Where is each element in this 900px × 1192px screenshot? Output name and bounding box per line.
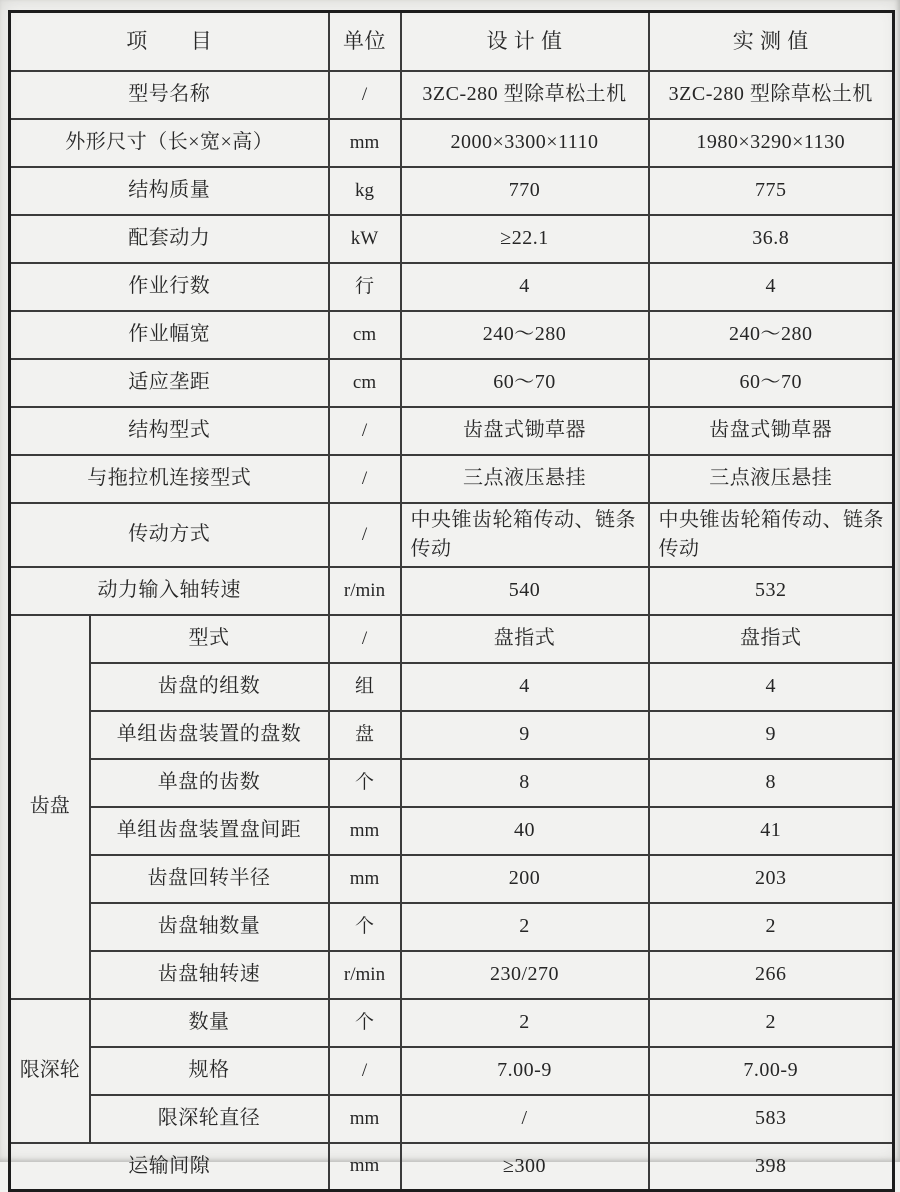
table-row [10, 711, 894, 759]
table-row [10, 903, 894, 951]
measured-value-cell: 盘指式 [649, 615, 894, 663]
group-label-cell: 齿盘 [10, 615, 90, 999]
item-cell: 齿盘轴转速 [90, 951, 329, 999]
design-value-cell: ≥300 [401, 1143, 649, 1191]
table-row [10, 407, 894, 455]
measured-value-cell: 三点液压悬挂 [649, 455, 894, 503]
unit-cell: 个 [329, 903, 401, 951]
unit-cell: mm [329, 855, 401, 903]
design-value-cell: 齿盘式锄草器 [401, 407, 649, 455]
table-row [10, 455, 894, 503]
design-value-cell: 2 [401, 903, 649, 951]
table-row [10, 1143, 894, 1191]
measured-value-cell: 398 [649, 1143, 894, 1191]
unit-cell: 个 [329, 759, 401, 807]
table-row [10, 215, 894, 263]
table-row [10, 167, 894, 215]
unit-cell: r/min [329, 567, 401, 615]
design-value-cell: 200 [401, 855, 649, 903]
design-value-cell: 7.00-9 [401, 1047, 649, 1095]
item-cell: 与拖拉机连接型式 [10, 455, 329, 503]
unit-cell: / [329, 1047, 401, 1095]
unit-cell: 盘 [329, 711, 401, 759]
item-cell: 齿盘的组数 [90, 663, 329, 711]
table-row [10, 807, 894, 855]
item-cell: 动力输入轴转速 [10, 567, 329, 615]
table-row [10, 567, 894, 615]
header-item: 项 目 [10, 12, 329, 71]
measured-value-cell: 775 [649, 167, 894, 215]
design-value-cell: 9 [401, 711, 649, 759]
item-cell: 配套动力 [10, 215, 329, 263]
measured-value-cell: 4 [649, 263, 894, 311]
measured-value-cell: 8 [649, 759, 894, 807]
item-cell: 运输间隙 [10, 1143, 329, 1191]
spec-table [8, 10, 895, 1192]
design-value-cell: 60～70 [401, 359, 649, 407]
unit-cell: 组 [329, 663, 401, 711]
design-value-cell: 盘指式 [401, 615, 649, 663]
unit-cell: / [329, 407, 401, 455]
unit-cell: mm [329, 119, 401, 167]
table-row [10, 615, 894, 663]
header-measured-value: 实 测 值 [649, 12, 894, 71]
measured-value-cell: 4 [649, 663, 894, 711]
item-cell: 结构质量 [10, 167, 329, 215]
item-cell: 外形尺寸（长×宽×高） [10, 119, 329, 167]
measured-value-cell: 36.8 [649, 215, 894, 263]
design-value-cell: 中央锥齿轮箱传动、链条传动 [401, 503, 649, 567]
unit-cell: / [329, 615, 401, 663]
measured-value-cell: 3ZC-280 型除草松土机 [649, 71, 894, 119]
item-cell: 齿盘轴数量 [90, 903, 329, 951]
table-row [10, 1047, 894, 1095]
unit-cell: kg [329, 167, 401, 215]
item-cell: 适应垄距 [10, 359, 329, 407]
design-value-cell: 240～280 [401, 311, 649, 359]
item-cell: 单组齿盘装置的盘数 [90, 711, 329, 759]
table-row [10, 1095, 894, 1143]
design-value-cell: 4 [401, 663, 649, 711]
measured-value-cell: 2 [649, 903, 894, 951]
item-cell: 传动方式 [10, 503, 329, 567]
group-label-cell: 限深轮 [10, 999, 90, 1143]
item-cell: 单盘的齿数 [90, 759, 329, 807]
design-value-cell: 770 [401, 167, 649, 215]
design-value-cell: 2000×3300×1110 [401, 119, 649, 167]
unit-cell: mm [329, 1143, 401, 1191]
unit-cell: / [329, 503, 401, 567]
measured-value-cell: 203 [649, 855, 894, 903]
measured-value-cell: 240～280 [649, 311, 894, 359]
header-unit: 单位 [329, 12, 401, 71]
table-row [10, 663, 894, 711]
unit-cell: kW [329, 215, 401, 263]
design-value-cell: ≥22.1 [401, 215, 649, 263]
measured-value-cell: 中央锥齿轮箱传动、链条传动 [649, 503, 894, 567]
table-row [10, 119, 894, 167]
unit-cell: 个 [329, 999, 401, 1047]
design-value-cell: / [401, 1095, 649, 1143]
table-row [10, 71, 894, 119]
measured-value-cell: 2 [649, 999, 894, 1047]
measured-value-cell: 583 [649, 1095, 894, 1143]
measured-value-cell: 齿盘式锄草器 [649, 407, 894, 455]
design-value-cell: 540 [401, 567, 649, 615]
unit-cell: cm [329, 359, 401, 407]
table-row [10, 311, 894, 359]
unit-cell: 行 [329, 263, 401, 311]
measured-value-cell: 9 [649, 711, 894, 759]
table-row [10, 855, 894, 903]
unit-cell: r/min [329, 951, 401, 999]
item-cell: 型号名称 [10, 71, 329, 119]
item-cell: 数量 [90, 999, 329, 1047]
measured-value-cell: 41 [649, 807, 894, 855]
unit-cell: cm [329, 311, 401, 359]
design-value-cell: 4 [401, 263, 649, 311]
item-cell: 结构型式 [10, 407, 329, 455]
item-cell: 单组齿盘装置盘间距 [90, 807, 329, 855]
measured-value-cell: 60～70 [649, 359, 894, 407]
item-cell: 作业行数 [10, 263, 329, 311]
item-cell: 限深轮直径 [90, 1095, 329, 1143]
spec-table-body [10, 71, 894, 1191]
measured-value-cell: 1980×3290×1130 [649, 119, 894, 167]
measured-value-cell: 532 [649, 567, 894, 615]
table-row [10, 999, 894, 1047]
table-row [10, 759, 894, 807]
design-value-cell: 230/270 [401, 951, 649, 999]
table-row [10, 951, 894, 999]
item-cell: 规格 [90, 1047, 329, 1095]
table-row [10, 359, 894, 407]
design-value-cell: 三点液压悬挂 [401, 455, 649, 503]
design-value-cell: 2 [401, 999, 649, 1047]
header-row [10, 12, 894, 71]
item-cell: 齿盘回转半径 [90, 855, 329, 903]
measured-value-cell: 266 [649, 951, 894, 999]
unit-cell: mm [329, 1095, 401, 1143]
design-value-cell: 3ZC-280 型除草松土机 [401, 71, 649, 119]
table-row [10, 503, 894, 567]
unit-cell: / [329, 455, 401, 503]
item-cell: 型式 [90, 615, 329, 663]
measured-value-cell: 7.00-9 [649, 1047, 894, 1095]
unit-cell: mm [329, 807, 401, 855]
item-cell: 作业幅宽 [10, 311, 329, 359]
header-design-value: 设 计 值 [401, 12, 649, 71]
unit-cell: / [329, 71, 401, 119]
design-value-cell: 8 [401, 759, 649, 807]
design-value-cell: 40 [401, 807, 649, 855]
table-row [10, 263, 894, 311]
